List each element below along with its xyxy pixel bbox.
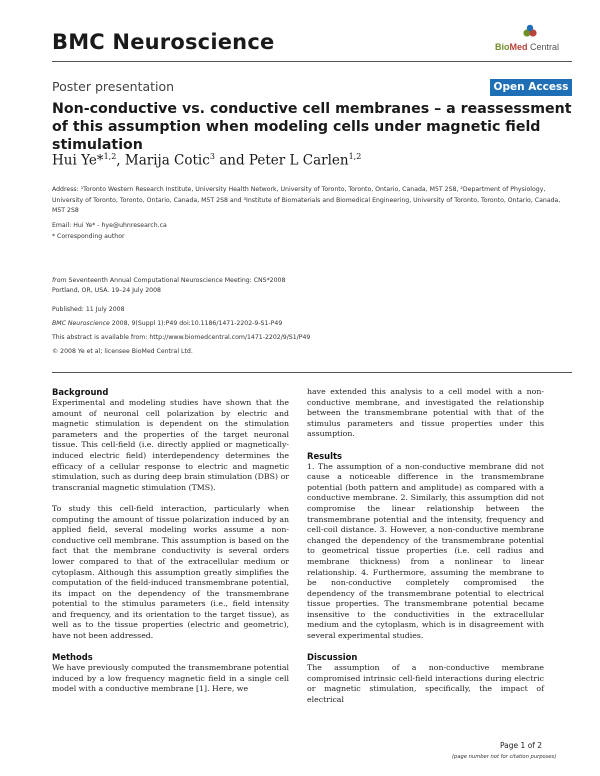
body-divider bbox=[52, 372, 572, 373]
author-address: Address: ¹Toronto Western Research Institute, University Health Network, University of Toronto, Toronto, Ontario, Canada, M5T 2S8, ²Department of Physiology, University of Toronto, Toronto, Ontario, Canada, M5T 2S8 and ³Institute of Biomaterials and Biomedical Engineering, University of Toronto, Toronto, Ontario, Canada, M5T 2S8 bbox=[52, 186, 561, 214]
author-email: Email: Hui Ye* - hye@uhnresearch.ca bbox=[52, 222, 167, 229]
discussion-paragraph-1: The assumption of a non-conductive membrane compromised intrinsic cell-field interactions during electric or magnetic stimulation, specifically, the impact of electrical bbox=[307, 663, 544, 705]
copyright-notice: © 2008 Ye et al; licensee BioMed Central Ltd. bbox=[52, 348, 193, 355]
citation: BMC Neuroscience 2008, 9(Suppl 1):P49 doi:10.1186/1471-2202-9-S1-P49 bbox=[52, 320, 283, 327]
methods-paragraph-continued: have extended this analysis to a cell model with a non-conductive membrane, and investigated the relationship between the transmembrane potential with that of the stimulus parameters and tissue properties under this assumption. bbox=[307, 387, 544, 439]
results-paragraph-1: 1. The assumption of a non-conductive membrane did not cause a noticeable difference in the transmembrane potential (both pattern and amplitude) as compared with a conductive membrane. 2. Similarly, this assumption did not compromise the linear relationship between the transmembrane potential and the intensity, frequency and cell-coil distance. 3. However, a non-conductive membrane changed the dependency of the transmembrane potential to geometrical tissue properties (i.e. cell radius and membrane thickness) from a nonlinear to linear relationship. 4. Furthermore, assuming the membrane to be non-conductive completely compromised the dependency of the transmembrane potential to electrical tissue properties. The transmembrane potential became insensitive to the conductivities in the extracellular medium and the cytoplasm, which is in disagreement with several experimental studies. bbox=[307, 461, 544, 641]
background-paragraph-2: To study this cell-field interaction, particularly when computing the amount of tissue polarization induced by an applied field, several modeling works assume a non-conductive cell membrane. This assumption is based on the fact that the membrane conductivity is several orders lower compared to that of the extracellular medium or cytoplasm. Although this assumption greatly simplifies the computation of the field-induced transmembrane potential, its impact on the dependency of the transmembrane potential to the stimulus parameters (i.e., field intensity and frequency, and its orientation to the target tissue), as well as to the tissue properties (electric and geometric), have not been addressed. bbox=[52, 503, 289, 641]
article-type: Poster presentation bbox=[52, 79, 175, 94]
corresponding-author-note: * Corresponding author bbox=[52, 233, 125, 240]
availability-link[interactable]: This abstract is available from: http://www.biomedcentral.com/1471-2202/9/S1/P49 bbox=[52, 334, 311, 341]
page-number: Page 1 of 2 bbox=[500, 741, 543, 750]
page-number-note: (page number not for citation purposes) bbox=[452, 754, 557, 760]
left-column bbox=[52, 387, 289, 695]
meeting-info: from Seventeenth Annual Computational Neuroscience Meeting: CNS*2008 bbox=[52, 277, 286, 284]
published-date: Published: 11 July 2008 bbox=[52, 306, 125, 313]
biomed-logo-icon bbox=[522, 24, 538, 40]
methods-paragraph-1: We have previously computed the transmembrane potential induced by a low frequency magnetic field in a single cell model with a conductive membrane [1]. Here, we bbox=[52, 663, 289, 694]
article-title: Non-conductive vs. conductive cell membranes – a reassessment of this assumption when modeling cells under magnetic field stimulation bbox=[52, 101, 572, 153]
journal-title: BMC Neuroscience bbox=[52, 30, 275, 54]
methods-heading: Methods bbox=[52, 652, 93, 663]
results-heading: Results bbox=[307, 450, 342, 461]
right-column bbox=[307, 387, 544, 706]
header-divider bbox=[52, 61, 572, 62]
background-paragraph-1: Experimental and modeling studies have shown that the amount of neuronal cell polarization by electric and magnetic stimulation is dependent on the stimulation parameters and the properties of the target neuronal tissue. This cell-field (i.e. directly applied or magnetically-induced electric field) interdependency determines the efficacy of a cellular response to electric and magnetic stimulation, such as during deep brain stimulation (DBS) or transcranial magnetic stimulation (TMS). bbox=[52, 398, 289, 492]
open-access-badge: Open Access bbox=[490, 79, 572, 96]
background-heading: Background bbox=[52, 387, 109, 397]
author-list: Hui Ye*$^{1,2}$, Marija Cotic$^3$ and Peter L Carlen$^{1,2}$ bbox=[52, 152, 362, 169]
meeting-place: Portland, OR, USA. 19–24 July 2008 bbox=[52, 287, 161, 294]
publisher-logo bbox=[490, 24, 565, 56]
publisher-name: BioMed Central bbox=[495, 42, 560, 52]
discussion-heading: Discussion bbox=[307, 652, 358, 663]
